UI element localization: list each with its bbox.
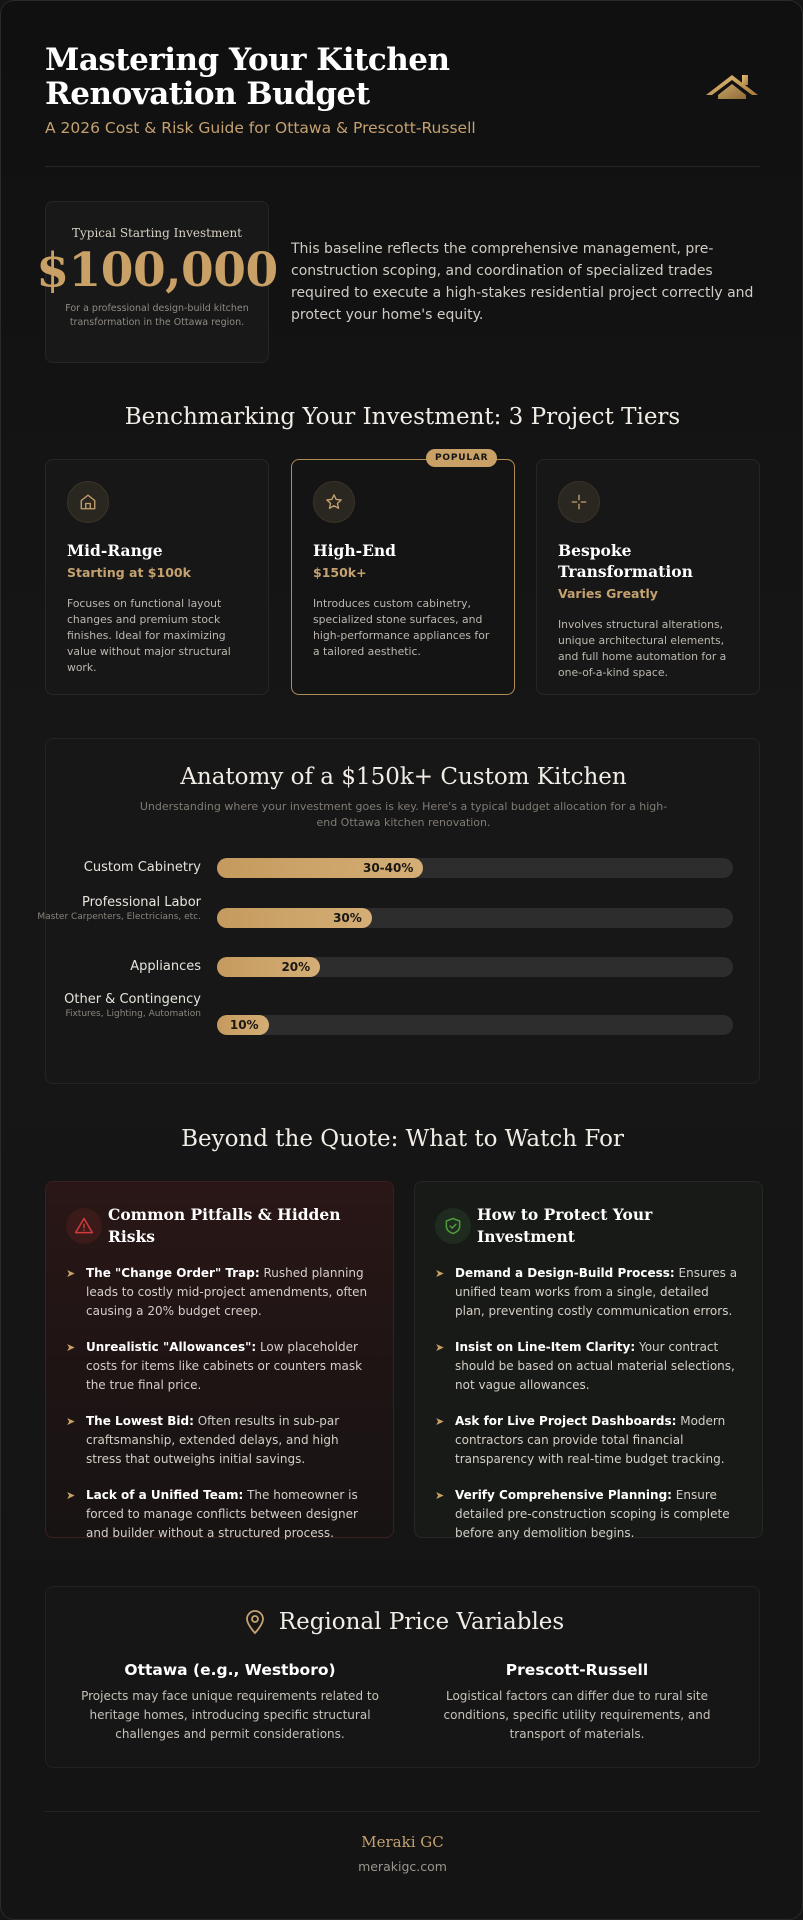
allocation-fill: [217, 908, 372, 928]
investment-amount: $100,000: [36, 243, 278, 298]
allocation-value: 30-40%: [362, 861, 414, 875]
allocation-sublabel: Master Carpenters, Electricians, etc.: [37, 912, 201, 922]
protect-title: How to Protect Your Investment: [477, 1205, 653, 1246]
investment-card: [36, 201, 278, 363]
allocation-value: 20%: [281, 960, 311, 974]
list-item: ➤ Ask for Live Project Dashboards: Modern contractors can provide total financial transparency with real-time budget tracking.: [435, 1414, 726, 1466]
region-description: Logistical factors can differ due to rural site conditions, specific utility requirements, and transport of materials.: [443, 1689, 711, 1741]
anatomy-subtitle: Understanding where your investment goes is key. Here's a typical budget allocation for a high-end Ottawa kitchen renovation.: [139, 800, 668, 829]
tier-card-high-end: [291, 453, 515, 695]
tier-price: Varies Greatly: [558, 586, 658, 601]
tier-name: High-End: [313, 541, 396, 560]
list-item: ➤ Demand a Design-Build Process: Ensures a unified team works from a single, detailed plan, preventing costly communication errors.: [435, 1266, 738, 1318]
allocation-track: [217, 1015, 733, 1035]
header-divider: [45, 166, 760, 167]
home-icon: [79, 493, 97, 511]
list-item: ➤ Lack of a Unified Team: The homeowner is forced to manage conflicts between designer and builder without a structured process.: [66, 1488, 358, 1540]
anatomy-title: Anatomy of a $150k+ Custom Kitchen: [180, 764, 627, 790]
list-item: ➤ The Lowest Bid: Often results in sub-par craftsmanship, extended delays, and high stress that outweighs initial savings.: [66, 1414, 340, 1466]
shield-check-icon: [443, 1216, 463, 1236]
tier-card-bespoke: [536, 459, 760, 695]
region-name: Ottawa (e.g., Westboro): [124, 1661, 336, 1679]
arrow-icon: ➤: [66, 1489, 76, 1502]
allocation-track: [217, 858, 733, 878]
allocation-sublabel: Fixtures, Lighting, Automation: [65, 1009, 201, 1019]
tier-description: Introduces custom cabinetry, specialized stone surfaces, and high-performance appliances for a tailored aesthetic.: [313, 597, 490, 658]
tier-price: Starting at $100k: [67, 565, 191, 580]
investment-description: This baseline reflects the comprehensive management, pre-construction scoping, and coordination of specialized trades required to execute a high-stakes residential project correctly and protect your home's equity.: [291, 241, 754, 323]
pitfalls-list: [66, 1264, 373, 1543]
pitfalls-title: Common Pitfalls & Hidden Risks: [108, 1205, 341, 1246]
allocation-label: Appliances: [130, 959, 201, 974]
tier-name: Mid-Range: [67, 541, 163, 560]
arrow-icon: ➤: [66, 1415, 76, 1428]
regional-title: Regional Price Variables: [278, 1609, 565, 1635]
allocation-label: Custom Cabinetry: [83, 860, 201, 875]
tiers-title: Benchmarking Your Investment: 3 Project Tiers: [124, 404, 681, 430]
list-item: ➤ Unrealistic "Allowances": Low placeholder costs for items like cabinets or counters mask the true final price.: [66, 1340, 363, 1392]
investment-note: For a professional design-build kitchen transformation in the Ottawa region.: [65, 303, 249, 328]
watch-title: Beyond the Quote: What to Watch For: [181, 1126, 624, 1152]
arrow-icon: ➤: [435, 1267, 445, 1280]
tier-description: Involves structural alterations, unique architectural elements, and full home automation for a one-of-a-kind space.: [558, 618, 727, 679]
tier-card-mid-range: [45, 459, 269, 695]
arrow-icon: ➤: [435, 1489, 445, 1502]
page-title: Mastering Your Kitchen Renovation Budget: [45, 42, 450, 112]
list-item: ➤ The "Change Order" Trap: Rushed planning leads to costly mid-project amendments, often causing a 20% budget creep.: [66, 1266, 368, 1318]
region-ottawa: [80, 1661, 380, 1744]
arrow-icon: ➤: [435, 1415, 445, 1428]
tier-description: Focuses on functional layout changes and premium stock finishes. Ideal for maximizing value without major structural work.: [67, 597, 231, 674]
page-header: [45, 43, 760, 137]
region-name: Prescott-Russell: [505, 1661, 649, 1679]
regional-section: [45, 1586, 760, 1768]
map-pin-icon: [243, 1609, 267, 1635]
footer-divider: [45, 1811, 760, 1812]
protect-panel: [414, 1181, 763, 1538]
region-prescott-russell: [427, 1661, 727, 1744]
allocation-fill: [217, 1015, 269, 1035]
warning-icon: [74, 1216, 94, 1236]
page-subtitle: A 2026 Cost & Risk Guide for Ottawa & Prescott-Russell: [45, 119, 476, 137]
footer-link[interactable]: merakigc.com: [358, 1859, 447, 1874]
allocation-track: [217, 957, 733, 977]
allocation-label: Other & Contingency: [64, 992, 201, 1007]
allocation-track: [217, 908, 733, 928]
region-description: Projects may face unique requirements related to heritage homes, introducing specific structural challenges and permit considerations.: [81, 1689, 379, 1741]
star-icon: [325, 493, 343, 511]
popular-badge: POPULAR: [426, 449, 497, 467]
allocation-value: 10%: [229, 1018, 259, 1032]
list-item: ➤ Insist on Line-Item Clarity: Your contract should be based on actual material selections, not vague allowances.: [435, 1340, 735, 1392]
investment-label: Typical Starting Investment: [71, 226, 242, 240]
pitfalls-panel: [45, 1181, 394, 1538]
protect-list: [435, 1264, 742, 1543]
arrow-icon: ➤: [66, 1267, 76, 1280]
anatomy-section: [37, 738, 760, 1084]
list-item: ➤ Verify Comprehensive Planning: Ensure detailed pre-construction scoping is complete before any demolition begins.: [435, 1488, 730, 1540]
footer-brand: Meraki GC: [361, 1833, 444, 1851]
tier-price: $150k+: [313, 565, 367, 580]
sparkle-icon: [570, 493, 588, 511]
arrow-icon: ➤: [66, 1341, 76, 1354]
tier-name: Bespoke Transformation: [558, 541, 693, 581]
allocation-fill: [217, 858, 423, 878]
allocation-label: Professional Labor: [81, 895, 201, 910]
arrow-icon: ➤: [435, 1341, 445, 1354]
allocation-fill: [217, 957, 320, 977]
house-roof-icon: [704, 69, 760, 109]
allocation-value: 30%: [333, 911, 362, 925]
